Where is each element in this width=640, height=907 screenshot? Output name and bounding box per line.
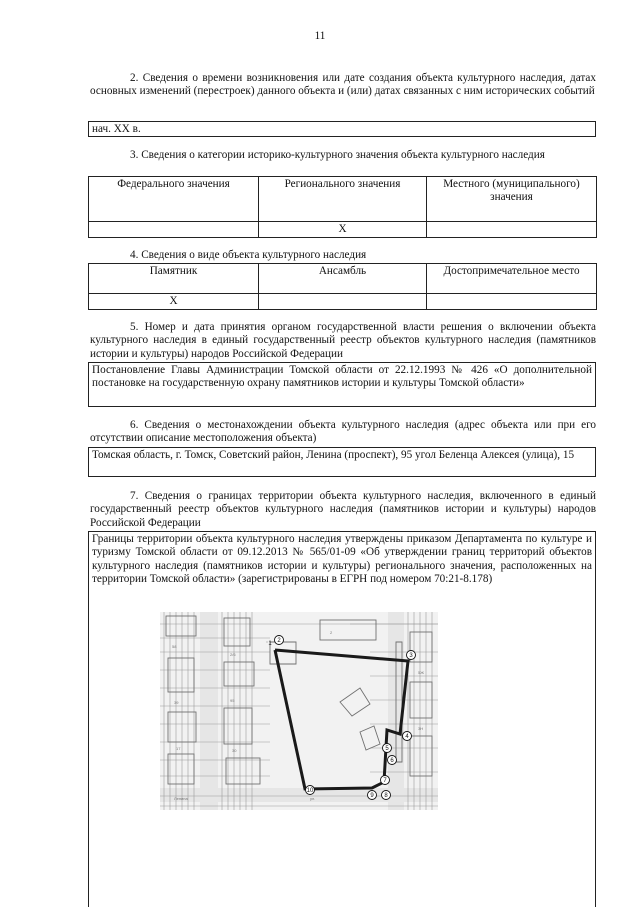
- map-point-label: 4: [405, 734, 409, 740]
- map-point-label: 5: [385, 746, 389, 752]
- type-ensemble-header: Ансамбль: [259, 264, 427, 294]
- map-point-label: 10: [307, 788, 314, 794]
- category-local-header: Местного (муниципального) значения: [427, 177, 597, 222]
- section-7-heading: 7. Сведения о границах территории объекта культурного наследия, включенного в единый государственный реестр объектов культурного наследия (памятников истории и культуры) народов Российской Федерации: [90, 490, 596, 530]
- map-point-label: 6: [390, 758, 394, 764]
- category-regional-mark: Х: [259, 222, 427, 238]
- section-3-table: [88, 176, 597, 238]
- page-number: 11: [0, 30, 640, 43]
- map-point-label: 1: [268, 641, 272, 647]
- section-4-heading: 4. Сведения о виде объекта культурного наследия: [90, 249, 596, 262]
- svg-text:5Ж: 5Ж: [418, 670, 424, 675]
- category-federal-mark: [89, 222, 259, 238]
- svg-text:2/6: 2/6: [230, 652, 236, 657]
- svg-text:ул.: ул.: [310, 796, 315, 801]
- type-landmark-mark: [427, 294, 597, 310]
- map-point-label: 9: [370, 793, 374, 799]
- section-2-heading: 2. Сведения о времени возникновения или дате создания объекта культурного наследия, датах основных изменений (перестроек) данного объекта и (или) датах связанных с ним исторических событий: [90, 72, 596, 99]
- type-ensemble-mark: [259, 294, 427, 310]
- section-6-value: Томская область, г. Томск, Советский район, Ленина (проспект), 95 угол Беленца Алексея (улица), 15: [88, 447, 596, 477]
- type-monument-mark: Х: [89, 294, 259, 310]
- category-federal-header: Федерального значения: [89, 177, 259, 222]
- svg-text:2: 2: [330, 630, 333, 635]
- map-point-label: 7: [383, 778, 387, 784]
- svg-text:Ленина: Ленина: [174, 796, 189, 801]
- svg-text:39: 39: [174, 700, 179, 705]
- section-3-heading: 3. Сведения о категории историко-культурного значения объекта культурного наследия: [90, 149, 596, 162]
- section-5-value: Постановление Главы Администрации Томской области от 22.12.1993 № 426 «О дополнительной постановке на государственную охрану памятников истории и культуры Томской области»: [88, 362, 596, 407]
- svg-text:3Н: 3Н: [418, 726, 423, 731]
- map-point-label: 8: [384, 793, 388, 799]
- type-landmark-header: Достопримечательное место: [427, 264, 597, 294]
- boundary-map-svg: [160, 612, 438, 810]
- svg-text:58: 58: [172, 644, 177, 649]
- svg-text:95: 95: [230, 698, 235, 703]
- boundary-map: [160, 612, 438, 810]
- section-4-table: [88, 263, 597, 310]
- category-local-mark: [427, 222, 597, 238]
- map-point-label: 3: [409, 653, 413, 659]
- section-5-heading: 5. Номер и дата принятия органом государственной власти решения о включении объекта культурного наследия в единый государственный реестр объектов культурного наследия (памятников истории и культуры) народов Российской Федерации: [90, 321, 596, 361]
- svg-text:30: 30: [232, 748, 237, 753]
- category-regional-header: Регионального значения: [259, 177, 427, 222]
- svg-text:17: 17: [176, 746, 181, 751]
- type-monument-header: Памятник: [89, 264, 259, 294]
- section-6-heading: 6. Сведения о местонахождении объекта культурного наследия (адрес объекта или при его отсутствии описание местоположения объекта): [90, 419, 596, 446]
- section-7-value: Границы территории объекта культурного наследия утверждены приказом Департамента по культуре и туризму Томской области от 09.12.2013 № 565/01-09 «Об утверждении границ территорий объектов культурного наследия (памятников истории и культуры) регионального значения, расположенных на территории Томской области» (зарегистрированы в ЕГРН под номером 70:21-8.178): [92, 533, 592, 587]
- section-2-value: нач. XX в.: [88, 121, 596, 137]
- map-point-label: 2: [277, 638, 281, 644]
